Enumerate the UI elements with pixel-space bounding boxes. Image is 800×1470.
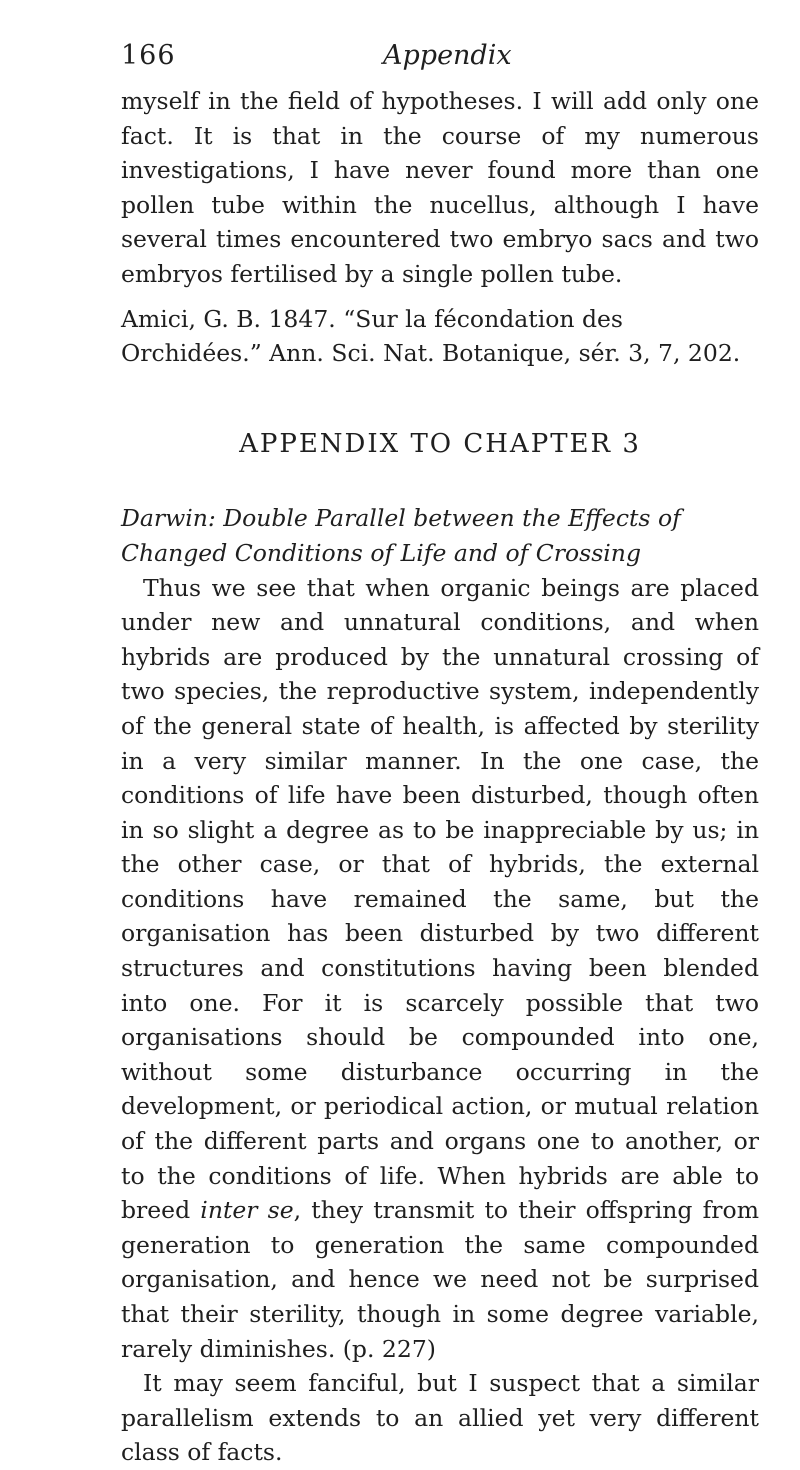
final-paragraph: It may seem fanciful, but I suspect that a similar parallelism extends to an allied yet very different class of facts. (121, 1369, 759, 1467)
page-header (121, 40, 761, 80)
quoted-paragraph (121, 571, 759, 1367)
page-number: 166 (121, 40, 176, 71)
citation: Amici, G. B. 1847. “Sur la fécondation des Orchidées.” Ann. Sci. Nat. Botanique, sér. 3, 7, 202. (121, 304, 741, 368)
quote-text-part1: Thus we see that when organic beings are placed under new and unnatural conditions, and when hybrids are produced by the unnatural crossing of two species, the reproductive system, independently of the general state of health, is affected by sterility in a very similar manner. In the one case, the conditions of life have been disturbed, though often in so slight a degree as to be inappreciable by us; in the other case, or that of hybrids, the external conditions have remained the same, but the organisation has been disturbed by two different structures and constitutions having been blended into one. For it is scarcely possible that two organisations should be compounded into one, without some disturbance occurring in the development, or periodical action, or mutual relation of the different parts and organs one to another, or to the conditions of life. When hybrids are able to breed (121, 573, 759, 1225)
quote-text-part2: , they transmit to their offspring from generation to generation the same compounded organisation, and hence we need not be surprised that their sterility, though in some degree variable, rarely diminishes. (p. 227) (121, 1196, 759, 1363)
source-title: Darwin: Double Parallel between the Effects of Changed Conditions of Life and of Crossing (121, 504, 681, 567)
quote-italic-term: inter se (200, 1196, 294, 1225)
body-text (121, 84, 759, 1470)
continued-paragraph: myself in the field of hypotheses. I will add only one fact. It is that in the course of my numerous investigations, I have never found more than one pollen tube within the nucellus, although I have several times encountered two embryo sacs and two embryos fertilised by a single pollen tube. (121, 87, 759, 288)
appendix-heading: APPENDIX TO CHAPTER 3 (239, 428, 641, 459)
running-head: Appendix (383, 40, 512, 71)
